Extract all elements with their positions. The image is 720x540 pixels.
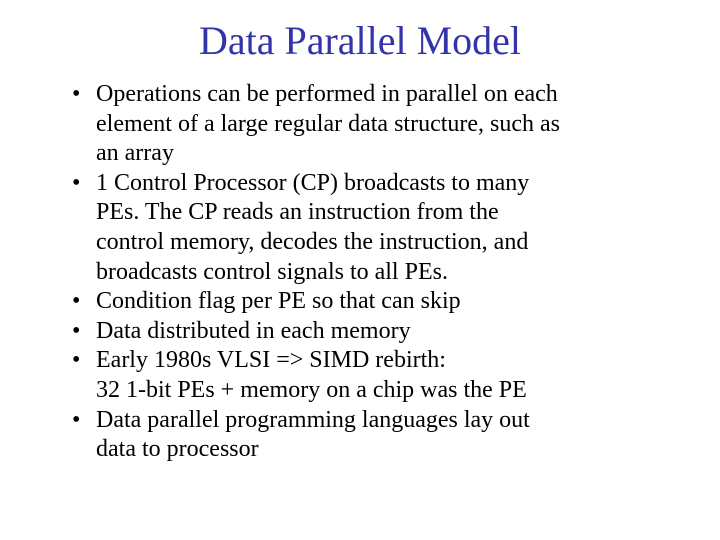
bullet-item	[72, 406, 672, 465]
bullet-icon: •	[72, 81, 81, 107]
bullet-text-line: 32 1-bit PEs + memory on a chip was the PE	[96, 376, 527, 403]
bullet-item	[72, 169, 672, 287]
bullet-text-line: Condition flag per PE so that can skip	[96, 288, 461, 315]
slide-title: Data Parallel Model	[198, 18, 522, 63]
bullet-text-line: broadcasts control signals to all PEs.	[96, 258, 448, 285]
bullet-text-line: 1 Control Processor (CP) broadcasts to many	[96, 169, 530, 196]
bullet-text-line: an array	[96, 140, 174, 167]
bullet-text-line: Data parallel programming languages lay out	[96, 406, 530, 433]
bullet-text-line: Operations can be performed in parallel on each	[96, 81, 558, 107]
bullet-text-line: Early 1980s VLSI => SIMD rebirth:	[96, 347, 446, 374]
bullet-icon: •	[72, 288, 81, 315]
bullet-item	[72, 317, 672, 347]
bullet-text-line: Data distributed in each memory	[96, 317, 411, 344]
bullet-text-line: control memory, decodes the instruction, and	[96, 228, 529, 255]
bullet-text-line: data to processor	[96, 436, 259, 463]
bullet-item	[72, 80, 672, 169]
bullet-list	[72, 80, 672, 465]
bullet-icon: •	[72, 406, 81, 433]
bullet-icon: •	[72, 169, 81, 196]
bullet-icon: •	[72, 347, 81, 374]
bullet-text-line: PEs. The CP reads an instruction from the	[96, 199, 499, 226]
bullet-icon: •	[72, 317, 81, 344]
bullet-item	[72, 287, 672, 317]
bullet-text-line: element of a large regular data structure, such as	[96, 110, 561, 137]
bullet-item	[72, 346, 672, 405]
